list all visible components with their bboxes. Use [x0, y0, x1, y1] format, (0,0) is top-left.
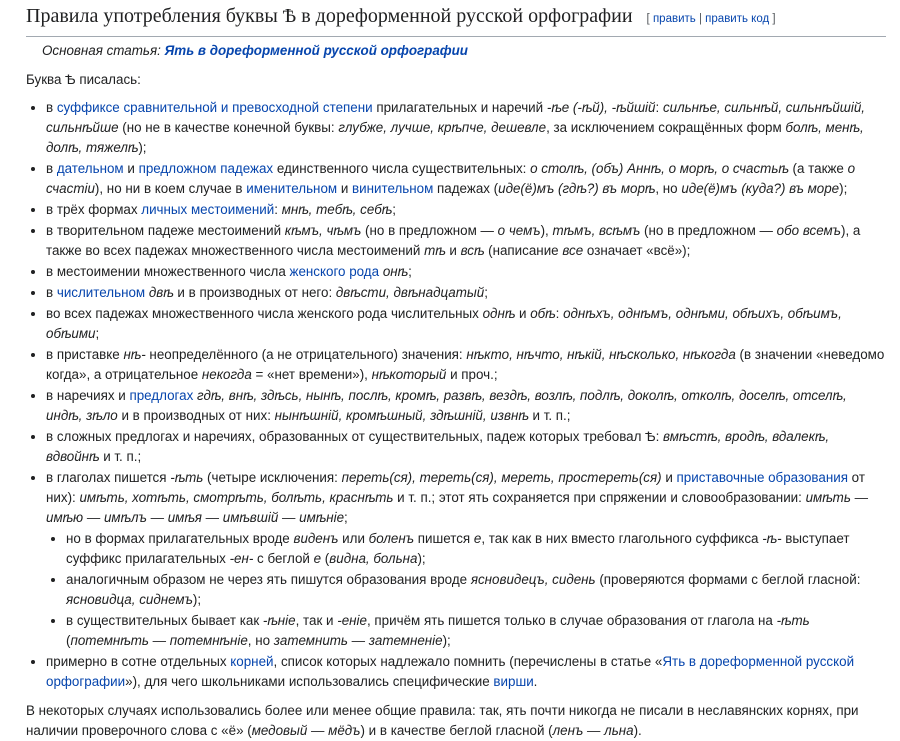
example-text: е — [473, 531, 482, 546]
rule-sublist — [46, 529, 886, 651]
body-text: и в производных от него: — [173, 285, 336, 300]
body-text: выступает суффикс прилагательных — [66, 531, 850, 566]
body-text: ) и в качестве беглой гласной ( — [360, 723, 553, 738]
body-text: (но в предложном — — [361, 223, 498, 238]
body-text: в творительном падеже местоимений — [46, 223, 285, 238]
rule-subitem — [66, 611, 886, 651]
example-text: -ѣть — [776, 613, 810, 628]
example-text: ясновидца, сиднемъ — [66, 592, 193, 607]
body-text: ), — [540, 223, 553, 238]
wiki-link[interactable]: предлогах — [129, 388, 194, 403]
example-text: вмѣстѣ, вродѣ, вдалекѣ, вдвойнѣ — [46, 429, 830, 464]
wiki-link[interactable]: личных местоимений — [141, 202, 275, 217]
example-text: затемнить — затемненіе — [273, 633, 443, 648]
body-text: в приставке — [46, 347, 124, 362]
main-article-link[interactable]: Ять в дореформенной русской орфографии — [164, 43, 468, 58]
body-text: и проч.; — [446, 367, 498, 382]
body-text: (проверяются формами с беглой гласной: — [595, 572, 861, 587]
body-text: . — [533, 674, 538, 689]
wiki-link[interactable]: винительном — [352, 181, 434, 196]
rule-item — [46, 468, 886, 651]
body-text: ); — [417, 551, 426, 566]
example-text: нѣкто, нѣчто, нѣкій, нѣсколько, нѣкогда — [466, 347, 736, 362]
example-text: болѣ, менѣ, долѣ, тяжелѣ — [46, 120, 864, 155]
body-text: аналогичным образом не через ять пишутся образования вроде — [66, 572, 471, 587]
body-text: и — [661, 470, 677, 485]
body-text: и — [337, 181, 353, 196]
body-text: и т. п.; — [99, 449, 142, 464]
body-text: неопределённого (а не отрицательного) значения: — [145, 347, 467, 362]
body-text: с беглой — [253, 551, 314, 566]
example-text: о чемъ — [497, 223, 541, 238]
wiki-link[interactable]: женского рода — [289, 264, 380, 279]
wiki-link[interactable]: корней — [230, 654, 274, 669]
example-text: переть(ся), тереть(ся), мереть, простереть(ся) — [341, 470, 662, 485]
body-text: но в формах прилагательных вроде — [66, 531, 294, 546]
body-text: в — [46, 161, 57, 176]
body-text: , так как в них вместо глагольного суффикса — [481, 531, 763, 546]
body-text: в — [46, 285, 57, 300]
body-text: в существительных бывает как — [66, 613, 263, 628]
example-text: -ѣть — [170, 470, 204, 485]
edit-section-links — [647, 6, 776, 32]
rule-item — [46, 283, 886, 303]
edit-bracket-open: [ — [646, 13, 650, 25]
body-text: и — [515, 306, 531, 321]
body-text: означает «всё»); — [583, 243, 691, 258]
body-text: , так и — [295, 613, 338, 628]
body-text: ; — [95, 326, 100, 341]
example-text: ленъ — льна — [552, 723, 634, 738]
section-heading — [26, 0, 886, 37]
example-text: обо всемъ — [776, 223, 842, 238]
body-text: , за исключением сокращённых форм — [546, 120, 786, 135]
body-text: : — [655, 100, 663, 115]
example-text: имѣть — имѣю — имѣлъ — имѣя — имѣвшій — имѣніе — [46, 490, 868, 525]
body-text: пишется — [414, 531, 474, 546]
example-text: -ѣ- — [762, 531, 782, 546]
body-text: прилагательных и наречий — [372, 100, 547, 115]
body-text: (но не в качестве конечной буквы: — [118, 120, 339, 135]
rule-item — [46, 345, 886, 385]
example-text: иде(ё)мъ (гдѣ?) въ морѣ — [498, 181, 656, 196]
section-title: Правила употребления буквы Ѣ в дореформенной русской орфографии — [26, 5, 633, 27]
wiki-link[interactable]: Ять в дореформенной русской орфографии — [46, 654, 855, 689]
example-text: нѣкоторый — [371, 367, 447, 382]
body-text: ); — [138, 140, 147, 155]
body-text: в — [46, 100, 57, 115]
body-text: падежах ( — [433, 181, 499, 196]
example-text: нѣ- — [123, 347, 146, 362]
example-text: медовый — мёдъ — [251, 723, 361, 738]
body-text: во всех падежах множественного числа женского рода числительных — [46, 306, 483, 321]
rule-subitem — [66, 570, 886, 610]
body-text: В некоторых случаях использовались более или менее общие правила: так, ять почти никогда не писали в неславянских корнях, при наличии проверочного слова с «ё» ( — [26, 703, 859, 738]
example-text: -ен- — [229, 551, 254, 566]
body-text: примерно в сотне отдельных — [46, 654, 231, 669]
example-text: мнѣ, тебѣ, себѣ — [281, 202, 393, 217]
body-text: ), но ни в коем случае в — [94, 181, 247, 196]
body-text: или — [338, 531, 369, 546]
wiki-link[interactable]: именительном — [246, 181, 338, 196]
body-text: ( — [66, 633, 71, 648]
body-text: , список которых надлежало помнить (перечислены в статье « — [273, 654, 663, 669]
body-text: в глаголах пишется — [46, 470, 171, 485]
example-text: кѣмъ, чѣмъ — [284, 223, 362, 238]
example-text: двѣсти, двѣнадцатый — [335, 285, 485, 300]
edit-bracket-close: ] — [772, 13, 776, 25]
body-text: (написание — [484, 243, 563, 258]
example-text: о счастіи — [46, 161, 856, 196]
body-text: , но — [247, 633, 274, 648]
rule-item — [46, 98, 886, 158]
example-text: некогда — [201, 367, 252, 382]
body-text: ); — [442, 633, 451, 648]
body-text: в трёх формах — [46, 202, 142, 217]
example-text: все — [562, 243, 584, 258]
example-text: ясновидецъ, сидень — [470, 572, 596, 587]
example-text: глубже, лучше, крѣпче, дешевле — [338, 120, 547, 135]
body-text: (но в предложном — — [640, 223, 777, 238]
rule-item — [46, 159, 886, 199]
wiki-link[interactable]: числительном — [56, 285, 146, 300]
body-text: : — [274, 202, 282, 217]
body-text: ; — [344, 510, 348, 525]
example-text: о столѣ, (объ) Аннѣ, о морѣ, о счастьѣ — [530, 161, 789, 176]
closing-paragraph — [26, 701, 886, 741]
example-text: имѣть, хотѣть, смотрѣть, болѣть, краснѣть — [79, 490, 394, 505]
hatnote-prefix: Основная статья: — [42, 43, 165, 58]
rule-item — [46, 304, 886, 344]
body-text: и в производных от них: — [117, 408, 275, 423]
example-text: всѣ — [460, 243, 485, 258]
body-text: в местоимении множественного числа — [46, 264, 290, 279]
wiki-link[interactable]: приставочные образования — [676, 470, 848, 485]
body-text: ). — [633, 723, 642, 738]
body-text: и т. п.; — [528, 408, 571, 423]
body-text: ); — [839, 181, 848, 196]
example-text: тѣ — [424, 243, 446, 258]
body-text: (в значении «неведомо когда», а отрицательное — [46, 347, 885, 382]
body-text: ); — [192, 592, 202, 607]
example-text: -ѣе (-ѣй), -ѣйшій — [546, 100, 656, 115]
edit-link[interactable]: править — [652, 13, 696, 25]
rule-item — [46, 386, 886, 426]
body-text: : — [555, 306, 564, 321]
body-text: в наречиях и — [46, 388, 130, 403]
example-text: обѣ — [530, 306, 556, 321]
wiki-link[interactable]: вирши — [493, 674, 534, 689]
example-text: однѣ — [482, 306, 516, 321]
rule-item — [46, 652, 886, 692]
body-text: и — [123, 161, 139, 176]
rule-item — [46, 262, 886, 282]
body-text: , причём ять пишется только в случае образования от глагола на — [366, 613, 777, 628]
rule-item — [46, 427, 886, 467]
body-text: в сложных предлогах и наречиях, образованных от существительных, падеж которых требовал Ѣ: — [46, 429, 664, 444]
body-text: ; — [484, 285, 488, 300]
wiki-link[interactable]: суффиксе — [56, 100, 120, 115]
example-text: однѣхъ, однѣмъ, однѣми, обѣихъ, обѣимъ, обѣими — [46, 306, 842, 341]
example-text: боленъ — [368, 531, 415, 546]
body-text: (четыре исключения: — [203, 470, 342, 485]
edit-separator: | — [698, 13, 702, 25]
body-text: единственного числа существительных: — [273, 161, 531, 176]
body-text: ), а также во всех падежах множественного числа местоимений — [46, 223, 861, 258]
example-text: иде(ё)мъ (куда?) въ море — [681, 181, 840, 196]
rule-subitem — [66, 529, 886, 569]
example-text: -ѣніе — [262, 613, 296, 628]
body-text: = «нет времени»), — [251, 367, 372, 382]
body-text: ; — [392, 202, 396, 217]
example-text: видна, больна — [329, 551, 418, 566]
rules-list — [26, 98, 886, 692]
body-text: ; — [408, 264, 412, 279]
body-text: от них): — [46, 470, 865, 505]
body-text: ( — [321, 551, 330, 566]
body-text: »), для чего школьниками использовались специфические — [125, 674, 494, 689]
intro-text: Буква Ѣ писалась: — [26, 72, 141, 87]
main-article-note — [42, 41, 886, 61]
body-text: и — [445, 243, 461, 258]
body-text: и т. п.; этот ять сохраняется при спряжении и словообразовании: — [393, 490, 806, 505]
wiki-link[interactable]: предложном падежах — [138, 161, 274, 176]
rule-item — [46, 221, 886, 261]
example-text: тѣмъ, всѣмъ — [552, 223, 641, 238]
example-text: потемнѣть — потемнѣніе — [70, 633, 248, 648]
example-text: гдѣ, внѣ, здѣсь, нынѣ, послѣ, кромѣ, развѣ, вездѣ, возлѣ, подлѣ, доколѣ, отколѣ, доселѣ, отселѣ, индѣ, зѣло — [46, 388, 847, 423]
wiki-link[interactable]: сравнительной и превосходной степени — [123, 100, 373, 115]
body-text: , но — [655, 181, 682, 196]
wiki-link[interactable]: дательном — [56, 161, 124, 176]
edit-code-link[interactable]: править код — [705, 13, 770, 25]
example-text: е — [313, 551, 322, 566]
example-text: виденъ — [293, 531, 339, 546]
example-text: онѣ — [382, 264, 409, 279]
body-text: (а также — [788, 161, 848, 176]
example-text: сильнѣе, сильнѣй, сильнѣйшій, сильнѣйше — [46, 100, 866, 135]
example-text: -еніе — [337, 613, 367, 628]
example-text: нынѣшній, кромѣшный, здѣшній, извнѣ — [274, 408, 529, 423]
rule-item — [46, 200, 886, 220]
example-text: двѣ — [148, 285, 174, 300]
